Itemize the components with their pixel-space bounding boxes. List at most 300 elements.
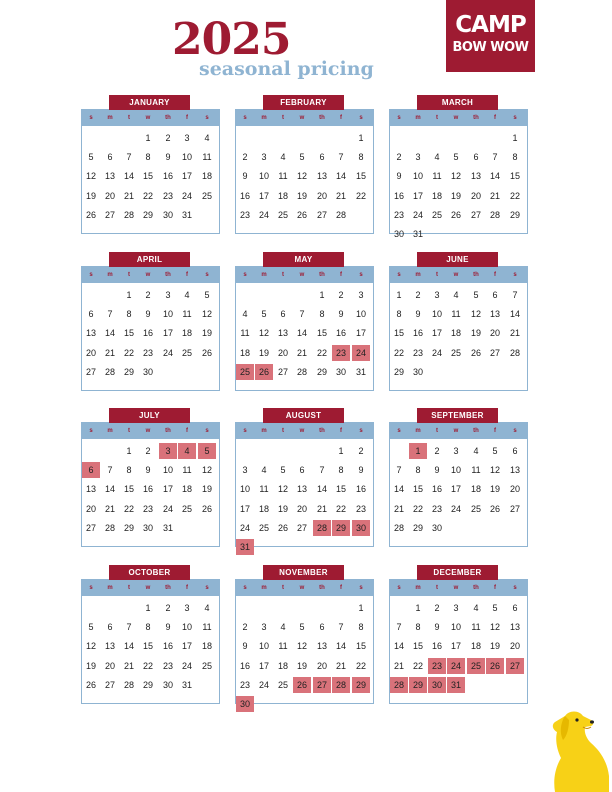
calendar-day: 20 <box>85 503 96 514</box>
calendar-day: 7 <box>338 622 344 633</box>
calendar-day: 25 <box>277 679 288 690</box>
calendar-day: 9 <box>415 309 421 320</box>
calendar-day: 22 <box>123 503 134 514</box>
calendar-day: 17 <box>258 660 269 671</box>
calendar-day: 10 <box>162 465 173 476</box>
month-march <box>389 95 528 239</box>
calendar-day: 11 <box>278 641 288 652</box>
calendar-day: 24 <box>258 209 269 220</box>
calendar-day: 21 <box>335 190 346 201</box>
calendar-day: 17 <box>450 484 461 495</box>
calendar-day: 2 <box>242 622 248 633</box>
weekday-label: w <box>145 115 151 121</box>
calendar-day: 2 <box>358 446 364 456</box>
calendar-day: 27 <box>296 522 307 533</box>
calendar-day: 22 <box>355 190 366 201</box>
calendar-day: 5 <box>492 446 498 456</box>
calendar-day: 10 <box>258 171 269 182</box>
calendar-day: 24 <box>162 347 173 358</box>
calendar-day: 25 <box>201 660 212 671</box>
calendar-day: 30 <box>393 229 404 239</box>
calendar-day: 18 <box>239 347 250 358</box>
weekday-label: f <box>340 272 342 278</box>
calendar-day: 21 <box>393 503 404 514</box>
calendar-day: 13 <box>316 171 327 182</box>
calendar-day: 28 <box>104 522 115 533</box>
weekday-label: f <box>186 585 188 591</box>
weekday-label: s <box>397 115 401 121</box>
calendar-day: 12 <box>85 171 96 182</box>
weekday-label: f <box>340 585 342 591</box>
calendar-day-peak: 28 <box>390 677 408 693</box>
calendar-day: 27 <box>277 366 288 377</box>
calendar-day: 6 <box>107 152 113 163</box>
calendar-day: 16 <box>355 484 366 495</box>
calendar-day: 8 <box>319 309 325 320</box>
calendar-day: 18 <box>181 328 192 339</box>
weekday-label: m <box>107 272 113 278</box>
calendar-day: 19 <box>277 503 288 514</box>
weekday-label: t <box>436 428 438 434</box>
weekday-label: m <box>107 115 113 121</box>
calendar-day: 21 <box>393 660 404 671</box>
calendar-day: 12 <box>258 328 269 339</box>
calendar-day: 12 <box>277 484 288 495</box>
month-name-banner: APRIL <box>109 252 190 267</box>
calendar-day: 14 <box>393 641 404 652</box>
calendar-day: 17 <box>181 171 192 182</box>
month-december <box>389 565 528 704</box>
calendar-day: 21 <box>104 503 115 514</box>
calendar-day-peak: 31 <box>236 539 254 555</box>
camp-bow-wow-logo <box>446 0 535 72</box>
calendar-day-peak: 30 <box>352 520 370 536</box>
weekday-label: t <box>128 272 130 278</box>
calendar-day: 8 <box>145 622 151 633</box>
calendar-day: 4 <box>473 446 479 456</box>
calendar-day: 13 <box>104 171 115 182</box>
calendar-day: 12 <box>201 309 212 320</box>
calendar-day: 25 <box>470 503 481 514</box>
calendar-day: 4 <box>434 152 440 163</box>
calendar-day: 14 <box>489 171 500 182</box>
calendar-day: 1 <box>358 603 364 613</box>
month-name-banner: MARCH <box>417 95 498 110</box>
weekday-label: t <box>282 272 284 278</box>
calendar-day: 10 <box>162 309 173 320</box>
calendar-day: 8 <box>145 152 151 163</box>
calendar-day: 30 <box>335 366 346 377</box>
calendar-day: 12 <box>85 641 96 652</box>
calendar-day: 16 <box>393 190 404 201</box>
calendar-day-peak: 27 <box>313 677 331 693</box>
calendar-day: 23 <box>431 503 442 514</box>
calendar-day-peak: 26 <box>255 364 273 380</box>
calendar-day: 17 <box>355 328 366 339</box>
calendar-day: 19 <box>470 328 481 339</box>
weekday-label: t <box>282 585 284 591</box>
calendar-day: 26 <box>85 209 96 220</box>
calendar-day: 22 <box>355 660 366 671</box>
weekday-label: th <box>319 428 325 434</box>
month-name-banner: AUGUST <box>263 408 344 423</box>
calendar-day: 3 <box>415 152 421 163</box>
calendar-day: 5 <box>88 152 94 163</box>
calendar-day: 15 <box>393 328 404 339</box>
month-july <box>81 408 220 547</box>
calendar-day: 16 <box>335 328 346 339</box>
calendar-day-peak: 24 <box>352 345 370 361</box>
calendar-day: 23 <box>162 190 173 201</box>
calendar-day: 25 <box>450 347 461 358</box>
weekday-label: w <box>145 585 151 591</box>
weekday-label: s <box>513 115 517 121</box>
calendar-day: 29 <box>123 366 134 377</box>
calendar-day: 30 <box>162 209 173 220</box>
calendar-day: 11 <box>202 622 212 633</box>
dog-mascot-icon <box>547 710 611 792</box>
calendar-day: 26 <box>296 209 307 220</box>
calendar-day: 10 <box>181 622 192 633</box>
calendar-day: 3 <box>434 290 440 300</box>
calendar-day: 19 <box>85 660 96 671</box>
calendar-day: 31 <box>181 679 192 690</box>
calendar-day: 6 <box>512 603 518 613</box>
calendar-day: 4 <box>473 603 479 613</box>
calendar-day: 22 <box>393 347 404 358</box>
calendar-day-peak: 23 <box>428 658 446 674</box>
calendar-day: 5 <box>261 309 267 320</box>
calendar-day: 21 <box>316 503 327 514</box>
calendar-day: 29 <box>393 366 404 377</box>
calendar-day: 20 <box>296 503 307 514</box>
calendar-day: 17 <box>162 328 173 339</box>
calendar-day: 3 <box>184 133 190 143</box>
calendar-day: 28 <box>335 209 346 220</box>
weekday-label: th <box>473 585 479 591</box>
calendar-day: 13 <box>104 641 115 652</box>
calendar-day: 27 <box>489 347 500 358</box>
calendar-day: 23 <box>162 660 173 671</box>
calendar-day: 22 <box>316 347 327 358</box>
calendar-day: 29 <box>316 366 327 377</box>
calendar-day-peak: 24 <box>447 658 465 674</box>
calendar-day-peak: 23 <box>332 345 350 361</box>
calendar-day: 12 <box>470 309 481 320</box>
month-february <box>235 95 374 234</box>
weekday-label: w <box>453 585 459 591</box>
calendar-day: 15 <box>335 484 346 495</box>
month-name-banner: JULY <box>109 408 190 423</box>
calendar-day: 9 <box>165 152 171 163</box>
calendar-day: 29 <box>123 522 134 533</box>
calendar-day: 2 <box>338 290 344 300</box>
weekday-label: th <box>319 115 325 121</box>
month-september <box>389 408 528 547</box>
calendar-day: 20 <box>85 347 96 358</box>
calendar-day: 27 <box>470 209 481 220</box>
calendar-day-peak: 29 <box>332 520 350 536</box>
weekday-label: w <box>299 115 305 121</box>
calendar-day: 5 <box>299 152 305 163</box>
calendar-day: 7 <box>107 465 113 476</box>
weekday-label: f <box>340 428 342 434</box>
calendar-day: 2 <box>434 603 440 613</box>
calendar-day: 13 <box>509 622 520 633</box>
weekday-label: m <box>261 428 267 434</box>
calendar-day: 12 <box>489 465 500 476</box>
weekday-label: w <box>299 428 305 434</box>
calendar-day: 23 <box>412 347 423 358</box>
calendar-day: 5 <box>280 465 286 476</box>
weekday-label: m <box>107 428 113 434</box>
calendar-day: 20 <box>509 641 520 652</box>
calendar-day: 15 <box>123 328 134 339</box>
weekday-label: s <box>397 585 401 591</box>
calendar-day: 5 <box>453 152 459 163</box>
calendar-day: 1 <box>126 290 132 300</box>
calendar-day: 7 <box>396 465 402 476</box>
weekday-label: s <box>205 272 209 278</box>
calendar-day: 20 <box>316 660 327 671</box>
weekday-label: t <box>128 585 130 591</box>
calendar-day: 9 <box>434 465 440 476</box>
calendar-day-peak: 27 <box>506 658 524 674</box>
weekday-label: th <box>473 272 479 278</box>
calendar-day: 22 <box>335 503 346 514</box>
calendar-day: 3 <box>261 152 267 163</box>
calendar-day: 28 <box>123 209 134 220</box>
calendar-day: 15 <box>412 484 423 495</box>
calendar-day: 8 <box>396 309 402 320</box>
calendar-day: 30 <box>162 679 173 690</box>
calendar-day: 29 <box>509 209 520 220</box>
calendar-day: 23 <box>239 679 250 690</box>
calendar-day: 24 <box>181 190 192 201</box>
month-name-banner: JANUARY <box>109 95 190 110</box>
calendar-day: 24 <box>258 679 269 690</box>
calendar-day: 20 <box>104 190 115 201</box>
weekday-label: t <box>128 428 130 434</box>
calendar-day: 13 <box>470 171 481 182</box>
calendar-day: 28 <box>489 209 500 220</box>
calendar-day: 22 <box>142 660 153 671</box>
calendar-day: 17 <box>412 190 423 201</box>
calendar-day: 2 <box>396 152 402 163</box>
weekday-label: f <box>494 115 496 121</box>
calendar-day: 11 <box>451 309 461 320</box>
calendar-day: 2 <box>145 446 151 456</box>
calendar-day: 8 <box>415 465 421 476</box>
calendar-day: 8 <box>126 309 132 320</box>
calendar-day: 20 <box>509 484 520 495</box>
calendar-day: 11 <box>471 465 481 476</box>
weekday-label: s <box>359 272 363 278</box>
calendar-day: 6 <box>107 622 113 633</box>
month-name-banner: MAY <box>263 252 344 267</box>
weekday-label: w <box>299 585 305 591</box>
calendar-day: 10 <box>355 309 366 320</box>
calendar-day: 30 <box>142 522 153 533</box>
calendar-day: 9 <box>145 309 151 320</box>
calendar-day: 2 <box>145 290 151 300</box>
calendar-day: 8 <box>358 152 364 163</box>
calendar-day: 7 <box>512 290 518 300</box>
calendar-day: 5 <box>204 290 210 300</box>
calendar-day: 14 <box>123 641 134 652</box>
month-name-banner: FEBRUARY <box>263 95 344 110</box>
calendar-day: 21 <box>123 660 134 671</box>
calendar-day: 20 <box>104 660 115 671</box>
calendar-day-peak: 29 <box>352 677 370 693</box>
weekday-label: s <box>89 585 93 591</box>
calendar-day: 22 <box>123 347 134 358</box>
weekday-label: f <box>494 585 496 591</box>
calendar-day: 31 <box>181 209 192 220</box>
calendar-day: 17 <box>258 190 269 201</box>
calendar-day: 24 <box>431 347 442 358</box>
calendar-day: 6 <box>319 622 325 633</box>
month-june <box>389 252 528 391</box>
calendar-day-peak: 25 <box>467 658 485 674</box>
weekday-label: t <box>436 585 438 591</box>
calendar-day: 4 <box>261 465 267 476</box>
calendar-day: 21 <box>489 190 500 201</box>
weekday-label: s <box>89 428 93 434</box>
weekday-label: w <box>299 272 305 278</box>
calendar-day: 6 <box>299 465 305 476</box>
calendar-day: 16 <box>431 484 442 495</box>
weekday-label: f <box>494 428 496 434</box>
weekday-label: w <box>453 272 459 278</box>
calendar-day: 16 <box>239 190 250 201</box>
calendar-day: 1 <box>319 290 325 300</box>
weekday-label: m <box>261 585 267 591</box>
calendar-day: 27 <box>509 503 520 514</box>
calendar-day: 22 <box>412 660 423 671</box>
weekday-label: m <box>415 115 421 121</box>
calendar-day: 23 <box>393 209 404 220</box>
calendar-day: 18 <box>277 660 288 671</box>
calendar-day: 4 <box>204 603 210 613</box>
calendar-day: 14 <box>393 484 404 495</box>
calendar-day: 15 <box>316 328 327 339</box>
calendar-day-peak: 4 <box>178 443 196 459</box>
calendar-day-peak: 28 <box>313 520 331 536</box>
calendar-day: 3 <box>242 465 248 476</box>
calendar-day: 15 <box>123 484 134 495</box>
calendar-day: 1 <box>396 290 402 300</box>
calendar-day: 5 <box>473 290 479 300</box>
calendar-day: 14 <box>335 641 346 652</box>
weekday-label: s <box>89 115 93 121</box>
weekday-label: m <box>415 428 421 434</box>
calendar-day: 17 <box>431 328 442 339</box>
calendar-day-peak: 26 <box>486 658 504 674</box>
calendar-day: 8 <box>415 622 421 633</box>
calendar-day: 17 <box>239 503 250 514</box>
calendar-day: 11 <box>202 152 212 163</box>
calendar-day: 21 <box>335 660 346 671</box>
calendar-day: 4 <box>280 622 286 633</box>
calendar-day: 16 <box>162 171 173 182</box>
calendar-day: 3 <box>261 622 267 633</box>
weekday-label: s <box>205 585 209 591</box>
calendar-day: 4 <box>184 290 190 300</box>
calendar-day: 12 <box>296 171 307 182</box>
calendar-day: 26 <box>201 503 212 514</box>
calendar-day: 11 <box>471 622 481 633</box>
calendar-day: 11 <box>259 484 269 495</box>
calendar-day: 11 <box>182 309 192 320</box>
calendar-day: 1 <box>358 133 364 143</box>
calendar-day: 25 <box>181 503 192 514</box>
weekday-label: s <box>397 428 401 434</box>
calendar-day: 23 <box>239 209 250 220</box>
calendar-day: 9 <box>396 171 402 182</box>
calendar-day: 1 <box>145 603 151 613</box>
calendar-day: 30 <box>431 522 442 533</box>
calendar-day: 18 <box>201 171 212 182</box>
calendar-day: 19 <box>296 660 307 671</box>
calendar-day: 3 <box>165 290 171 300</box>
calendar-day: 17 <box>450 641 461 652</box>
calendar-day: 19 <box>258 347 269 358</box>
calendar-day: 12 <box>201 465 212 476</box>
weekday-label: w <box>145 272 151 278</box>
calendar-day: 24 <box>162 503 173 514</box>
calendar-day: 26 <box>489 503 500 514</box>
calendar-day: 20 <box>470 190 481 201</box>
calendar-day: 11 <box>432 171 442 182</box>
calendar-day: 19 <box>201 328 212 339</box>
weekday-label: th <box>473 428 479 434</box>
calendar-day-peak: 30 <box>428 677 446 693</box>
weekday-label: s <box>359 585 363 591</box>
calendar-day: 21 <box>296 347 307 358</box>
calendar-day: 8 <box>338 465 344 476</box>
calendar-day: 4 <box>453 290 459 300</box>
calendar-day: 26 <box>277 522 288 533</box>
calendar-day: 21 <box>104 347 115 358</box>
month-name-banner: JUNE <box>417 252 498 267</box>
weekday-label: s <box>397 272 401 278</box>
calendar-day: 13 <box>509 465 520 476</box>
calendar-day-peak: 5 <box>198 443 216 459</box>
calendar-day: 19 <box>489 641 500 652</box>
calendar-day: 18 <box>431 190 442 201</box>
calendar-day: 6 <box>319 152 325 163</box>
weekday-label: t <box>436 272 438 278</box>
calendar-day: 25 <box>201 190 212 201</box>
weekday-label: m <box>415 585 421 591</box>
calendar-day: 23 <box>355 503 366 514</box>
weekday-label: s <box>205 428 209 434</box>
calendar-day: 7 <box>396 622 402 633</box>
calendar-day: 7 <box>492 152 498 163</box>
logo-bowwow-text: BOW WOW <box>452 40 529 55</box>
calendar-day: 30 <box>142 366 153 377</box>
calendar-day: 16 <box>142 328 153 339</box>
calendar-day: 18 <box>470 484 481 495</box>
calendar-day: 15 <box>509 171 520 182</box>
month-name-banner: OCTOBER <box>109 565 190 580</box>
calendar-day: 7 <box>299 309 305 320</box>
weekday-label: m <box>261 115 267 121</box>
weekday-label: m <box>415 272 421 278</box>
calendar-day: 21 <box>509 328 520 339</box>
calendar-day: 3 <box>453 603 459 613</box>
